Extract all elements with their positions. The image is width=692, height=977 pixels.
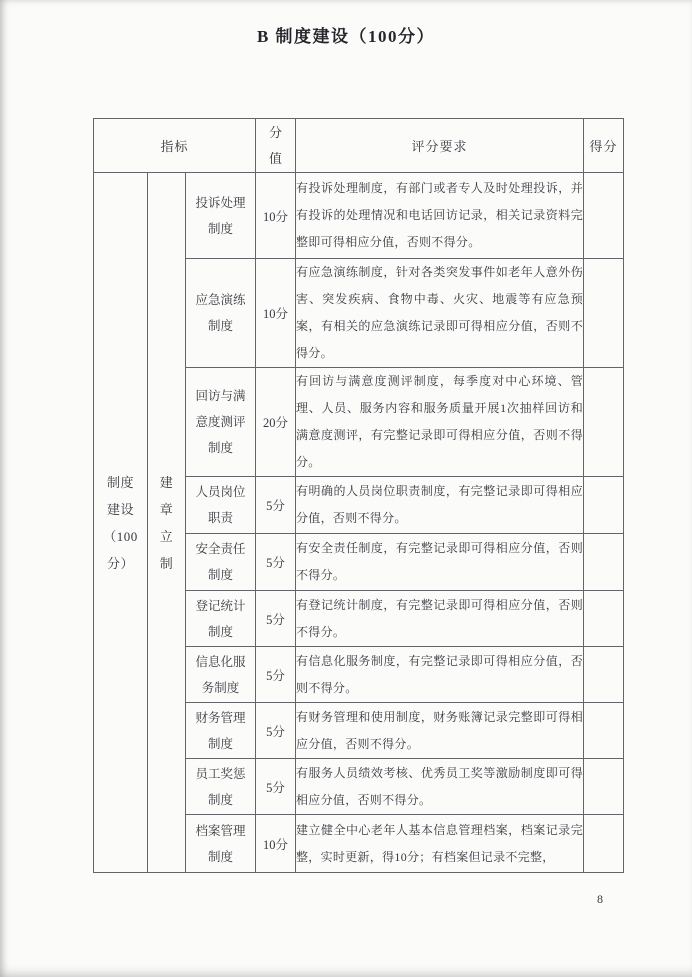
score-cell [584,259,624,368]
score-cell [584,759,624,815]
subcategory-line: 建 [159,474,174,490]
indicator-item-label: 安全责任制度 [195,542,246,582]
indicator-item-label: 信息化服务制度 [195,654,246,695]
category-line: 分） [106,555,134,571]
requirement-cell: 有应急演练制度，针对各类突发事件如老年人意外伤害、突发疾病、食物中毒、火灾、地震等有应急预案，有相关的应急演练记录即可得相应分值，否则不得分。 [296,259,584,368]
header-points [256,119,296,173]
points-cell: 5分 [256,647,296,703]
indicator-item-cell [186,534,256,591]
indicator-item-label: 投诉处理制度 [195,195,246,236]
indicator-item-label: 应急演练制度 [195,293,246,333]
points-cell: 5分 [256,534,296,591]
header-score: 得分 [584,119,624,173]
subcategory-line: 立 [159,528,174,544]
points-cell: 20分 [256,368,296,477]
category-line: 建设 [106,501,134,517]
header-requirements: 评分要求 [296,119,584,173]
header-row [94,119,624,173]
indicator-item-cell [186,647,256,703]
requirement-cell: 建立健全中心老年人基本信息管理档案，档案记录完整，实时更新，得10分；有档案但记录不完整， [296,815,584,873]
table-header [94,119,624,173]
indicator-item-label: 员工奖惩制度 [195,766,246,807]
score-cell [584,534,624,591]
header-indicator: 指标 [94,119,256,173]
requirement-cell: 有明确的人员岗位职责制度，有完整记录即可得相应分值，否则不得分。 [296,477,584,534]
indicator-item-cell [186,591,256,647]
requirement-cell: 有回访与满意度测评制度，每季度对中心环境、管理、人员、服务内容和服务质量开展1次抽样回访和满意度测评，有完整记录即可得相应分值，否则不得分。 [296,368,584,477]
indicator-item-cell [186,759,256,815]
indicator-item-cell [186,815,256,873]
category-line: 制度 [106,474,134,490]
points-cell: 5分 [256,477,296,534]
requirement-cell: 有信息化服务制度，有完整记录即可得相应分值，否则不得分。 [296,647,584,703]
indicator-item-cell [186,703,256,759]
points-cell: 10分 [256,815,296,873]
indicator-item-cell [186,259,256,368]
score-cell [584,703,624,759]
subcategory-cell [148,173,186,873]
points-cell: 10分 [256,259,296,368]
score-cell [584,591,624,647]
scoring-table [93,118,624,873]
points-cell: 5分 [256,759,296,815]
subcategory-line: 章 [159,501,174,517]
indicator-item-cell [186,477,256,534]
indicator-item-cell [186,173,256,259]
indicator-item-cell [186,368,256,477]
indicator-item-label: 人员岗位职责 [195,485,246,525]
requirement-cell: 有服务人员绩效考核、优秀员工奖等激励制度即可得相应分值，否则不得分。 [296,759,584,815]
score-cell [584,815,624,873]
table-row [94,173,624,259]
points-cell: 5分 [256,591,296,647]
requirement-cell: 有投诉处理制度，有部门或者专人及时处理投诉，并有投诉的处理情况和电话回访记录，相关记录资料完整即可得相应分值，否则不得分。 [296,173,584,259]
indicator-item-label: 档案管理制度 [195,823,246,864]
requirement-cell: 有财务管理和使用制度，财务账簿记录完整即可得相应分值，否则不得分。 [296,703,584,759]
points-cell: 10分 [256,173,296,259]
indicator-item-label: 财务管理制度 [195,710,246,751]
header-points-label: 分值 [268,124,282,166]
indicator-item-label: 回访与满意度测评制度 [195,389,246,455]
category-cell [94,173,148,873]
page-number: 8 [597,892,603,906]
points-cell: 5分 [256,703,296,759]
requirement-cell: 有登记统计制度，有完整记录即可得相应分值，否则不得分。 [296,591,584,647]
score-cell [584,173,624,259]
subcategory-line: 制 [159,555,174,571]
category-line: （100 [103,528,138,544]
score-cell [584,368,624,477]
score-cell [584,477,624,534]
indicator-item-label: 登记统计制度 [195,598,246,639]
page-title: B 制度建设（100分） [256,27,436,46]
score-cell [584,647,624,703]
requirement-cell: 有安全责任制度，有完整记录即可得相应分值，否则不得分。 [296,534,584,591]
